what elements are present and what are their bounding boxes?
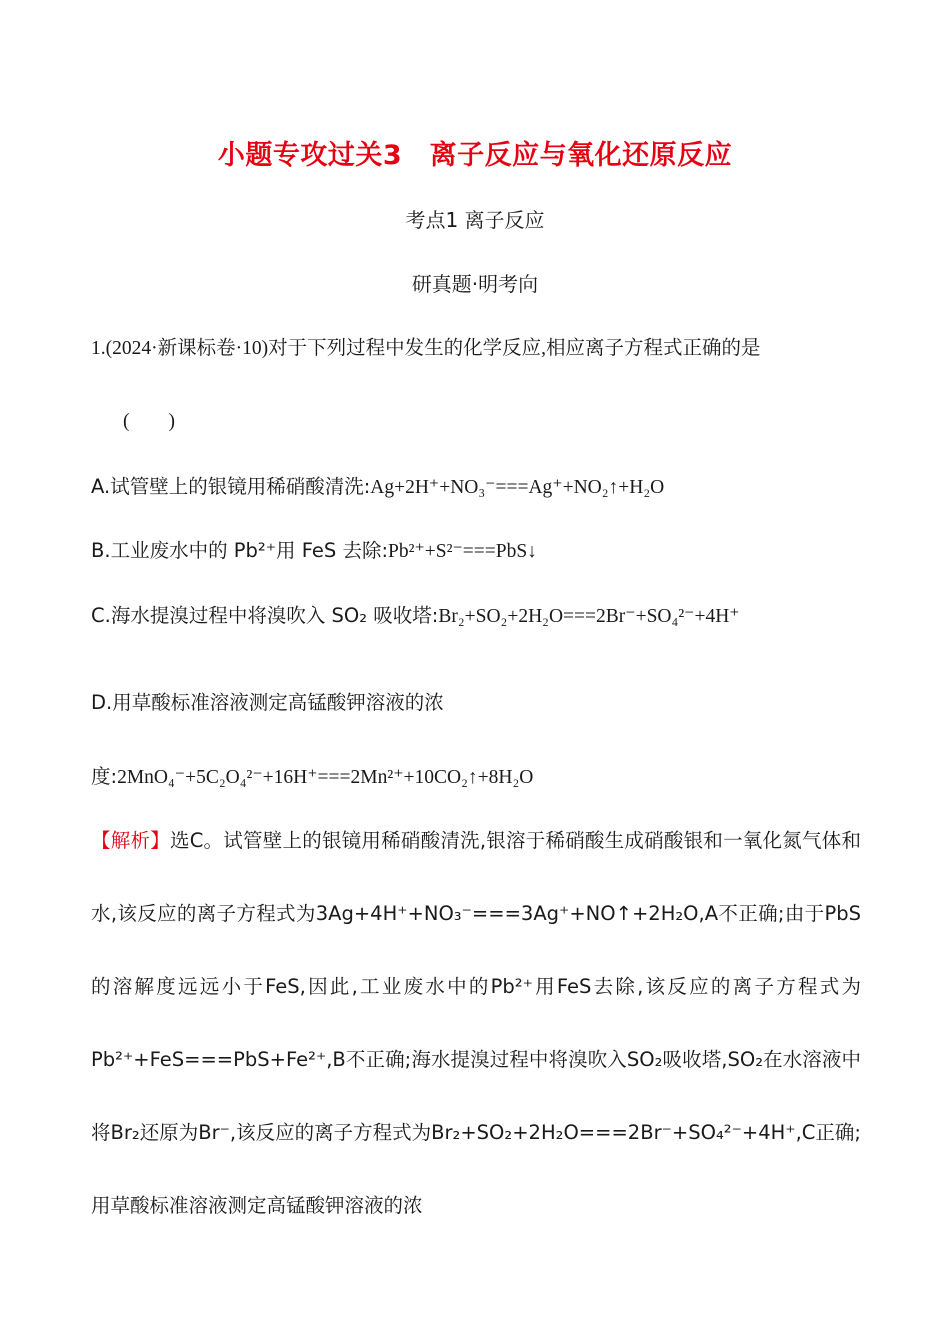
analysis-text: 选C。试管壁上的银镜用稀硝酸清洗,银溶于稀硝酸生成硝酸银和一氧化氮气体和水,该反应的离子方程式为3Ag+4H⁺+NO₃⁻===3Ag⁺+NO↑+2H₂O,A不正确;由于PbS的溶解度远远小于FeS,因此,工业废水中的Pb²⁺用FeS去除,该反应的离子方程式为Pb²⁺+FeS===PbS+Fe²⁺,B不正确;海水提溴过程中将溴吹入SO₂吸收塔,SO₂在水溶液中将Br₂还原为Br⁻,该反应的离子方程式为Br₂+SO₂+2H₂O===2Br⁻+SO₄²⁻+4H⁺,C正确;用草酸标准溶液测定高锰酸钾溶液的浓 [91, 829, 861, 1217]
option-c [91, 602, 861, 631]
subsection-heading: 研真题·明考向 [411, 272, 539, 296]
option-d-equation: 2MnO₄⁻+5C₂O₄²⁻+16H⁺===2Mn²⁺+10CO₂↑+8H₂O [117, 767, 534, 788]
question-stem-text: 1.(2024·新课标卷·10)对于下列过程中发生的化学反应,相应离子方程式正确的是 [91, 338, 761, 359]
question-stem [91, 334, 861, 363]
answer-blank: ( ) [123, 411, 175, 432]
option-d [91, 666, 861, 815]
analysis [91, 804, 861, 1242]
option-d-label: D.用草酸标准溶液测定高锰酸钾溶液的浓度: [91, 691, 444, 788]
option-a-label: A.试管壁上的银镜用稀硝酸清洗: [91, 475, 371, 498]
option-b [91, 537, 861, 566]
option-b-equation: Pb²⁺+S²⁻===PbS↓ [388, 541, 537, 562]
option-c-equation: Br₂+SO₂+2H₂O===2Br⁻+SO₄²⁻+4H⁺ [438, 606, 740, 627]
option-c-label: C.海水提溴过程中将溴吹入 SO₂ 吸收塔: [91, 604, 439, 627]
option-b-label: B.工业废水中的 Pb²⁺用 FeS 去除: [91, 539, 389, 562]
option-a-equation: Ag+2H⁺+NO₃⁻===Ag⁺+NO₂↑+H₂O [370, 477, 665, 498]
section-heading: 考点1 离子反应 [405, 208, 545, 232]
option-a [91, 473, 861, 502]
page-title: 小题专攻过关3 离子反应与氧化还原反应 [217, 140, 733, 171]
analysis-tag: 【解析】 [91, 829, 170, 852]
